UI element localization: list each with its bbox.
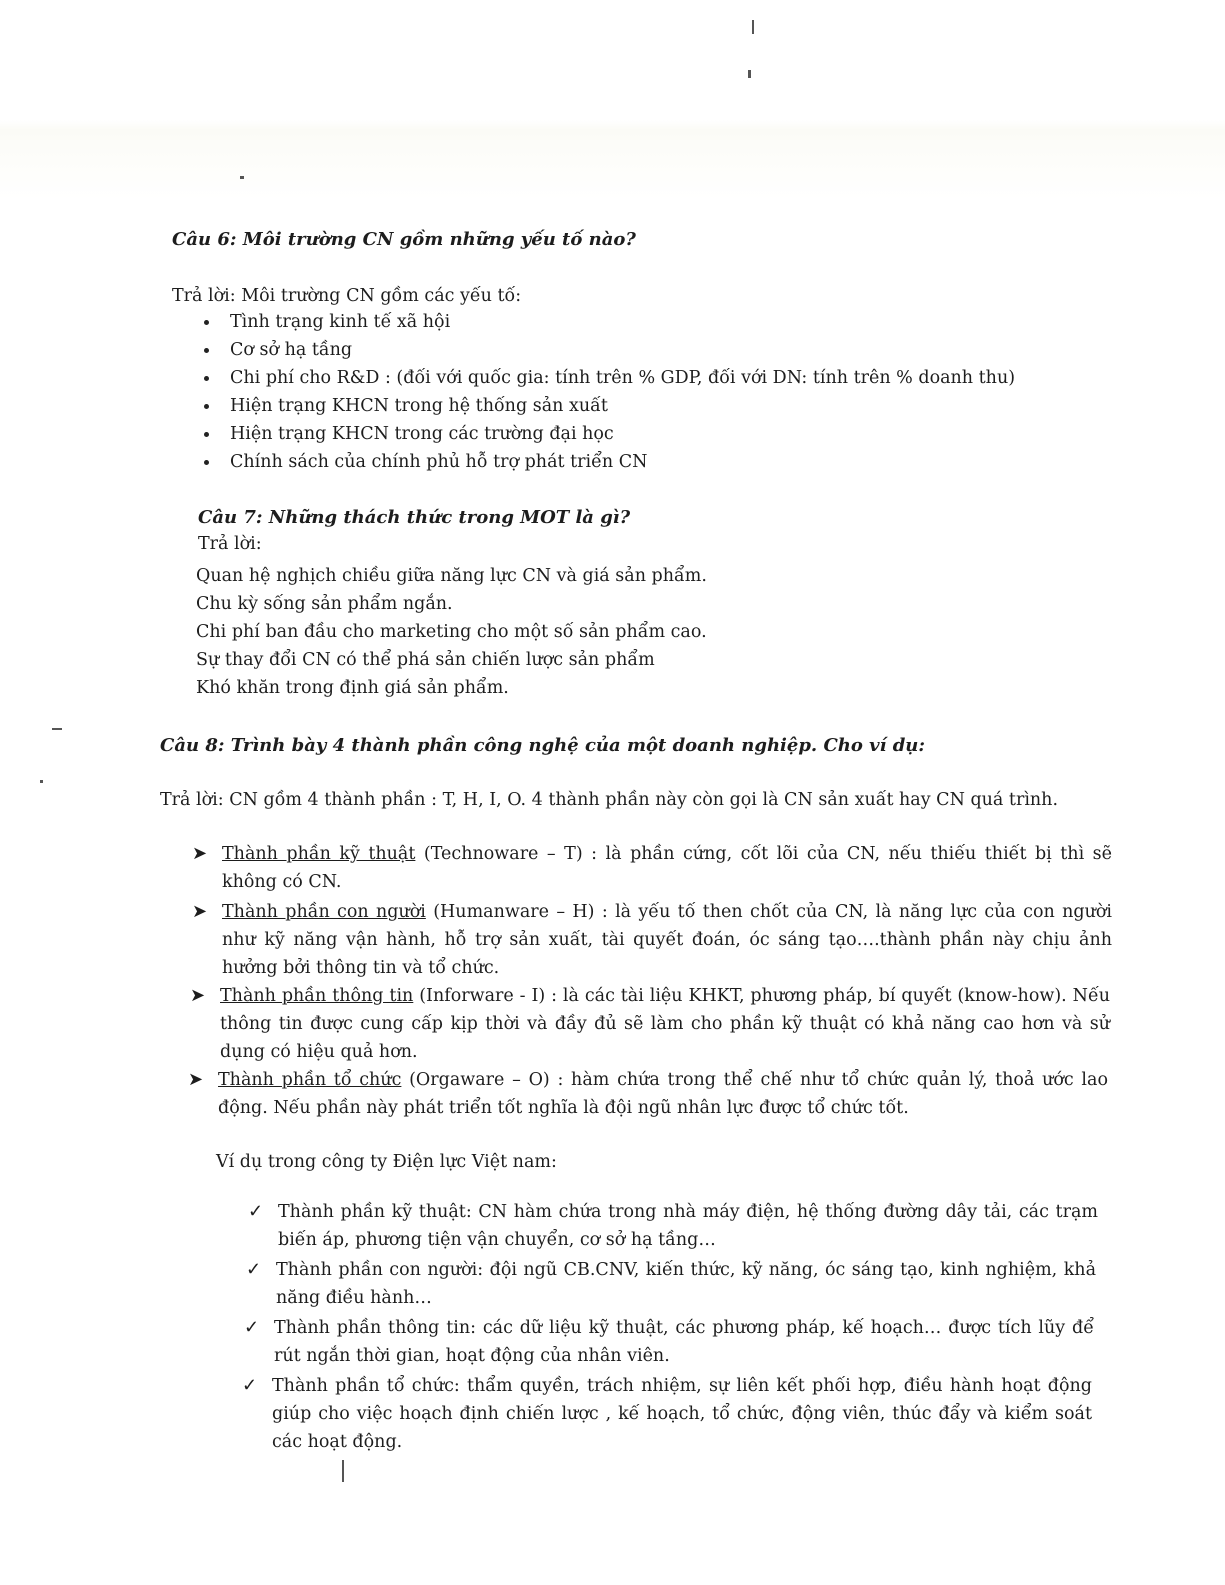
component-item-humanware: ➤ Thành phần con người (Humanware – H) : là yếu tố then chốt của CN, là năng lực của con người như kỹ năng vận hành, hỗ trợ sản xuất, tài quyết đoán, óc sáng tạo….thành phần này chịu ảnh hưởng bởi thông tin và tổ chức. [222, 898, 1112, 982]
example-intro: Ví dụ trong công ty Điện lực Việt nam: [216, 1152, 557, 1172]
checkmark-icon: ✓ [244, 1317, 260, 1338]
scan-speck [240, 176, 244, 179]
scan-speck [40, 780, 43, 783]
bullet-dot-icon [204, 320, 209, 325]
scan-speck [52, 728, 62, 730]
arrow-bullet-icon: ➤ [188, 1069, 204, 1090]
example-item-inforware: ✓ Thành phần thông tin: các dữ liệu kỹ thuật, các phương pháp, kế hoạch… được tích lũy để rút ngắn thời gian, hoạt động của nhân viên. [274, 1314, 1094, 1370]
scan-speck [752, 20, 754, 34]
example-item-humanware: ✓ Thành phần con người: đội ngũ CB.CNV, kiến thức, kỹ năng, óc sáng tạo, kinh nghiệm, khả năng điều hành… [276, 1256, 1096, 1312]
bullet-dot-icon [204, 348, 209, 353]
checkmark-icon: ✓ [248, 1201, 264, 1222]
scan-speck [748, 70, 751, 78]
arrow-bullet-icon: ➤ [190, 985, 206, 1006]
question-6-title: Câu 6: Môi trường CN gồm những yếu tố nào? [172, 229, 636, 250]
question-6-factor-list [200, 308, 1060, 476]
question-7-answer-intro: Trả lời: [198, 534, 262, 554]
question-8-answer-intro: Trả lời: CN gồm 4 thành phần : T, H, I, O. 4 thành phần này còn gọi là CN sản xuất hay CN quá trình. [160, 790, 1059, 810]
question-8-title: Câu 8: Trình bày 4 thành phần công nghệ của một doanh nghiệp. Cho ví dụ: [160, 735, 926, 756]
bullet-dot-icon [204, 404, 209, 409]
checkmark-icon: ✓ [242, 1375, 258, 1396]
component-item-orgaware: ➤ Thành phần tổ chức (Orgaware – O) : hàm chứa trong thể chế như tổ chức quản lý, thoả ước lao động. Nếu phần này phát triển tốt nghĩa là đội ngũ nhân lực được tổ chức tốt. [218, 1066, 1108, 1122]
component-item-technoware: ➤ Thành phần kỹ thuật (Technoware – T) : là phần cứng, cốt lõi của CN, nếu thiếu thiết bị thì sẽ không có CN. [222, 840, 1112, 896]
question-7-challenge-list [196, 562, 707, 702]
list-item: Cơ sở hạ tầng [200, 336, 1060, 364]
question-6-answer-intro: Trả lời: Môi trường CN gồm các yếu tố: [172, 286, 522, 306]
checkmark-icon: ✓ [246, 1259, 262, 1280]
list-item: Chu kỳ sống sản phẩm ngắn. [196, 594, 453, 614]
question-7-title: Câu 7: Những thách thức trong MOT là gì? [198, 507, 631, 528]
example-item-orgaware: ✓ Thành phần tổ chức: thẩm quyền, trách nhiệm, sự liên kết phối hợp, điều hành hoạt động giúp cho việc hoạch định chiến lược , kế hoạch, tổ chức, động viên, thúc đẩy và kiểm soát các hoạt động. [272, 1372, 1092, 1456]
component-item-inforware: ➤ Thành phần thông tin (Inforware - I) : là các tài liệu KHKT, phương pháp, bí quyết (know-how). Nếu thông tin được cung cấp kịp thời và đầy đủ sẽ làm cho phần kỹ thuật có khả năng cao hơn và sử dụng có hiệu quả hơn. [220, 982, 1110, 1066]
scan-speck [342, 1460, 344, 1482]
example-item-technoware: ✓ Thành phần kỹ thuật: CN hàm chứa trong nhà máy điện, hệ thống đường dây tải, các trạm biến áp, phương tiện vận chuyển, cơ sở hạ tầng… [278, 1198, 1098, 1254]
bullet-dot-icon [204, 432, 209, 437]
list-item: Chi phí cho R&D : (đối với quốc gia: tính trên % GDP, đối với DN: tính trên % doanh thu) [200, 364, 1060, 392]
list-item: Quan hệ nghịch chiều giữa năng lực CN và giá sản phẩm. [196, 566, 707, 586]
list-item: Khó khăn trong định giá sản phẩm. [196, 678, 509, 698]
arrow-bullet-icon: ➤ [192, 901, 208, 922]
arrow-bullet-icon: ➤ [192, 843, 208, 864]
list-item: Hiện trạng KHCN trong hệ thống sản xuất [200, 392, 1060, 420]
list-item: Chi phí ban đầu cho marketing cho một số sản phẩm cao. [196, 622, 707, 642]
bullet-dot-icon [204, 376, 209, 381]
bullet-dot-icon [204, 460, 209, 465]
list-item: Tình trạng kinh tế xã hội [200, 308, 1060, 336]
list-item: Hiện trạng KHCN trong các trường đại học [200, 420, 1060, 448]
list-item: Chính sách của chính phủ hỗ trợ phát triển CN [200, 448, 1060, 476]
list-item: Sự thay đổi CN có thể phá sản chiến lược sản phẩm [196, 650, 655, 670]
